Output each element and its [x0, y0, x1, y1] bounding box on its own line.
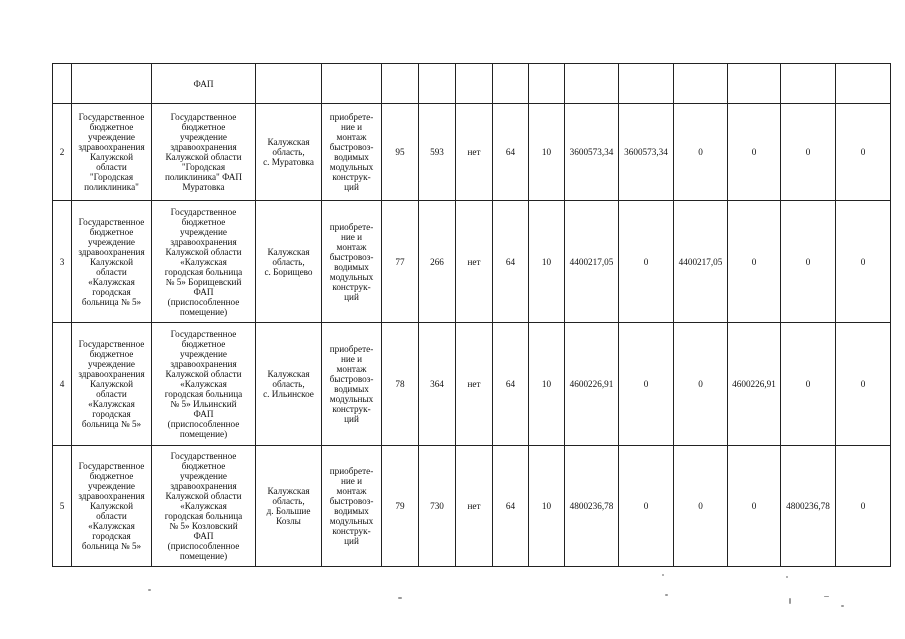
amount-cell: 0: [836, 446, 891, 567]
row-number-cell: 3: [53, 201, 72, 323]
amount-cell: 0: [619, 323, 674, 446]
value-cell: 10: [529, 201, 565, 323]
amount-cell: 0: [674, 104, 728, 201]
amount-cell: 0: [728, 201, 781, 323]
row-number-cell: 5: [53, 446, 72, 567]
facility-cell-tail: ФАП: [152, 64, 256, 104]
scan-speck: [665, 594, 668, 596]
scan-speck: [662, 574, 664, 576]
value-cell: 77: [382, 201, 419, 323]
table-row: [53, 323, 891, 446]
value-cell: 266: [419, 201, 456, 323]
amount-cell: 4800236,78: [565, 446, 619, 567]
amount-cell: 4800236,78: [781, 446, 836, 567]
table-row: [53, 446, 891, 567]
row-number-cell: 2: [53, 104, 72, 201]
value-cell: 78: [382, 323, 419, 446]
table-row: [53, 104, 891, 201]
amount-cell: 0: [781, 323, 836, 446]
location-cell: Калужская область, д. Большие Козлы: [256, 446, 322, 567]
amount-cell: 0: [674, 446, 728, 567]
facilities-table: [52, 63, 891, 567]
scan-speck: [398, 597, 402, 599]
facility-cell: Государственное бюджетное учреждение здравоохранения Калужской области «Калужская городская больница № 5» Ильинский ФАП (приспособленное помещение): [152, 323, 256, 446]
scan-speck: [148, 589, 151, 591]
location-cell: Калужская область, с. Борищево: [256, 201, 322, 323]
value-cell: 10: [529, 446, 565, 567]
work-type-cell: приобрете- ние и монтаж быстровоз- водимых модульных конструк- ций: [322, 446, 382, 567]
facility-cell: Государственное бюджетное учреждение здравоохранения Калужской области «Калужская городская больница № 5» Борищевский ФАП (приспособленное помещение): [152, 201, 256, 323]
value-cell: 95: [382, 104, 419, 201]
amount-cell: 0: [728, 104, 781, 201]
institution-cell: Государственное бюджетное учреждение здравоохранения Калужской области «Калужская городская больница № 5»: [72, 446, 152, 567]
scan-speck: [786, 576, 788, 578]
value-cell: 64: [493, 446, 529, 567]
amount-cell: 0: [836, 201, 891, 323]
table-row-continued: [53, 64, 891, 104]
table-row: [53, 201, 891, 323]
amount-cell: 3600573,34: [619, 104, 674, 201]
institution-cell: Государственное бюджетное учреждение здравоохранения Калужской области «Калужская городская больница № 5»: [72, 323, 152, 446]
amount-cell: 4600226,91: [728, 323, 781, 446]
value-cell: 730: [419, 446, 456, 567]
value-cell: 364: [419, 323, 456, 446]
location-cell: Калужская область, с. Ильинское: [256, 323, 322, 446]
amount-cell: 4400217,05: [674, 201, 728, 323]
value-cell: нет: [456, 446, 493, 567]
amount-cell: 4400217,05: [565, 201, 619, 323]
amount-cell: 0: [781, 104, 836, 201]
scan-speck: [824, 596, 829, 597]
facility-cell: Государственное бюджетное учреждение здравоохранения Калужской области "Городская поликлиника" ФАП Муратовка: [152, 104, 256, 201]
work-type-cell: приобрете- ние и монтаж быстровоз- водимых модульных конструк- ций: [322, 104, 382, 201]
value-cell: 64: [493, 201, 529, 323]
location-cell: Калужская область, с. Муратовка: [256, 104, 322, 201]
amount-cell: 0: [619, 446, 674, 567]
amount-cell: 0: [781, 201, 836, 323]
value-cell: нет: [456, 323, 493, 446]
scan-speck: [841, 605, 844, 607]
value-cell: 64: [493, 323, 529, 446]
value-cell: 10: [529, 104, 565, 201]
amount-cell: 0: [674, 323, 728, 446]
institution-cell: Государственное бюджетное учреждение здравоохранения Калужской области "Городская поликлиника": [72, 104, 152, 201]
value-cell: 79: [382, 446, 419, 567]
amount-cell: 0: [836, 323, 891, 446]
work-type-cell: приобрете- ние и монтаж быстровоз- водимых модульных конструк- ций: [322, 323, 382, 446]
work-type-cell: приобрете- ние и монтаж быстровоз- водимых модульных конструк- ций: [322, 201, 382, 323]
amount-cell: 3600573,34: [565, 104, 619, 201]
value-cell: 10: [529, 323, 565, 446]
institution-cell: Государственное бюджетное учреждение здравоохранения Калужской области «Калужская городская больница № 5»: [72, 201, 152, 323]
value-cell: нет: [456, 201, 493, 323]
amount-cell: 0: [619, 201, 674, 323]
row-number-cell: 4: [53, 323, 72, 446]
value-cell: нет: [456, 104, 493, 201]
scan-speck: [789, 598, 791, 604]
amount-cell: 0: [836, 104, 891, 201]
value-cell: 64: [493, 104, 529, 201]
amount-cell: 4600226,91: [565, 323, 619, 446]
facility-cell: Государственное бюджетное учреждение здравоохранения Калужской области «Калужская городская больница № 5» Козловский ФАП (приспособленное помещение): [152, 446, 256, 567]
amount-cell: 0: [728, 446, 781, 567]
value-cell: 593: [419, 104, 456, 201]
